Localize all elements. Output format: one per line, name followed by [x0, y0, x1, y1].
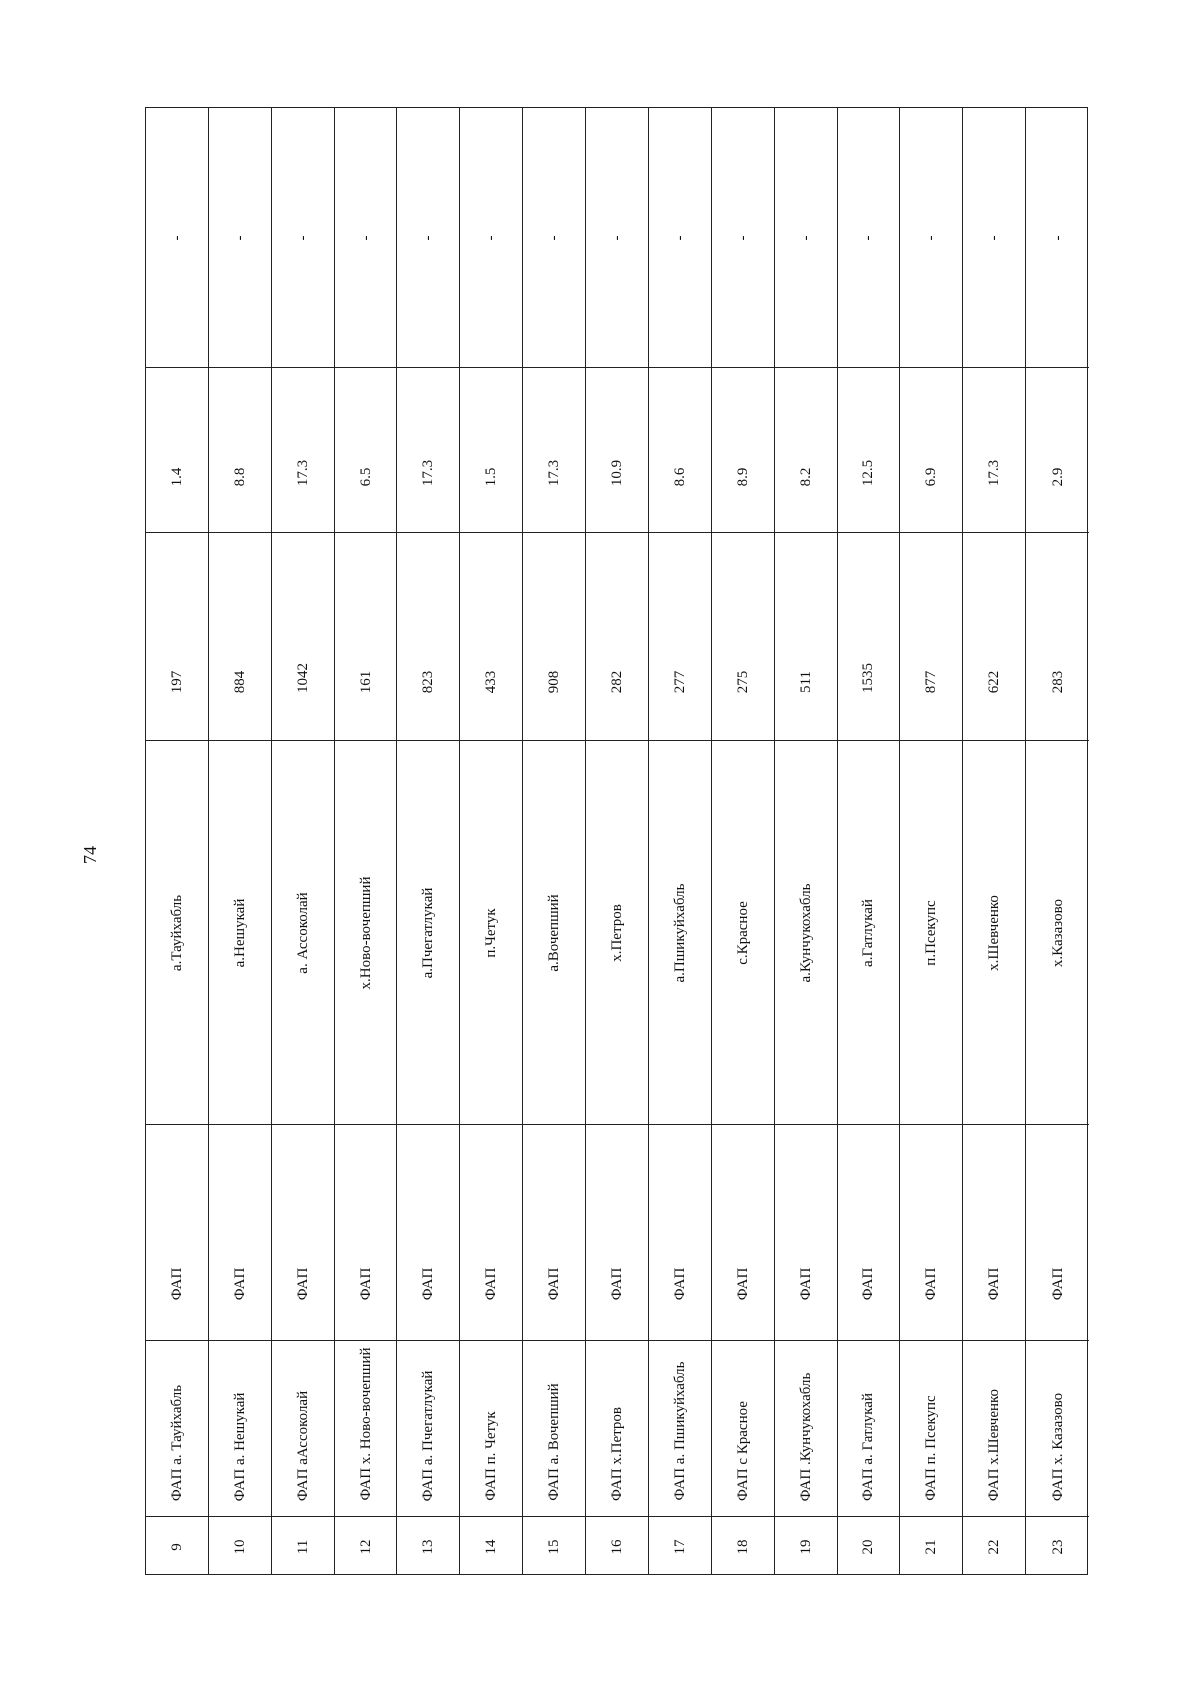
cell-note: [209, 108, 271, 368]
cell-note: [838, 108, 900, 368]
cell-note: [146, 108, 208, 368]
cell-number: [838, 1517, 900, 1576]
cell-note-text: -: [986, 235, 1003, 241]
cell-population-text: 511: [797, 671, 814, 693]
cell-population-text: 622: [986, 670, 1003, 693]
cell-distance: [1026, 368, 1089, 533]
cell-facility: [649, 1341, 711, 1517]
cell-note-text: -: [420, 235, 437, 241]
table-row: [838, 108, 901, 1574]
cell-note-text: -: [357, 235, 374, 241]
cell-settlement-text: с.Красное: [734, 901, 751, 965]
cell-settlement: [335, 741, 397, 1125]
cell-note: [460, 108, 522, 368]
cell-number: [523, 1517, 585, 1576]
cell-distance-text: 8.9: [734, 467, 751, 486]
cell-type: [335, 1125, 397, 1341]
cell-facility: [397, 1341, 459, 1517]
cell-number-text: 18: [734, 1539, 751, 1554]
cell-note-text: -: [608, 235, 625, 241]
cell-settlement-text: х.Ново-вочепший: [357, 876, 374, 990]
cell-note: [523, 108, 585, 368]
cell-type-text: ФАП: [986, 1267, 1003, 1300]
cell-note: [775, 108, 837, 368]
cell-population-text: 275: [734, 670, 751, 693]
cell-note-text: -: [797, 235, 814, 241]
cell-facility: [272, 1341, 334, 1517]
cell-population-text: 283: [1049, 670, 1066, 693]
cell-distance: [712, 368, 774, 533]
cell-settlement-text: а.Вочепший: [546, 894, 563, 972]
cell-number-text: 14: [483, 1539, 500, 1554]
cell-distance-text: 17.3: [420, 459, 437, 486]
cell-number: [963, 1517, 1025, 1576]
cell-distance: [838, 368, 900, 533]
cell-distance: [146, 368, 208, 533]
cell-number-text: 19: [797, 1539, 814, 1554]
cell-population: [712, 533, 774, 741]
cell-type-text: ФАП: [734, 1267, 751, 1300]
cell-distance-text: 8.8: [231, 467, 248, 486]
cell-facility-text: ФАП а. Тауйхабль: [168, 1384, 185, 1501]
cell-note: [712, 108, 774, 368]
cell-settlement: [523, 741, 585, 1125]
cell-settlement-text: п.Четук: [483, 908, 500, 958]
cell-settlement: [460, 741, 522, 1125]
cell-distance: [963, 368, 1025, 533]
cell-settlement-text: а. Ассоколай: [294, 892, 311, 974]
cell-facility-text: ФАП а. Нешукай: [231, 1392, 248, 1501]
cell-type: [649, 1125, 711, 1341]
cell-facility-text: ФАП аАссоколай: [294, 1390, 311, 1501]
cell-facility: [335, 1341, 397, 1517]
cell-type: [272, 1125, 334, 1341]
cell-settlement: [209, 741, 271, 1125]
cell-number: [335, 1517, 397, 1576]
table-row: [712, 108, 775, 1574]
cell-facility-text: ФАП х. Ново-вочепший: [357, 1347, 374, 1501]
cell-note: [900, 108, 962, 368]
cell-distance-text: 10.9: [608, 459, 625, 486]
cell-number-text: 11: [294, 1539, 311, 1554]
cell-facility-text: ФАП а. Пчегатлукай: [420, 1370, 437, 1501]
cell-population: [775, 533, 837, 741]
cell-facility-text: ФАП а. Вочепший: [546, 1383, 563, 1501]
cell-distance-text: 12.5: [860, 459, 877, 486]
cell-facility: [963, 1341, 1025, 1517]
cell-settlement: [649, 741, 711, 1125]
cell-type-text: ФАП: [420, 1267, 437, 1300]
cell-settlement-text: а.Пчегатлукай: [420, 887, 437, 979]
cell-settlement: [712, 741, 774, 1125]
cell-facility: [712, 1341, 774, 1517]
cell-facility: [460, 1341, 522, 1517]
cell-settlement: [1026, 741, 1089, 1125]
data-table: [145, 107, 1088, 1575]
cell-note-text: -: [294, 235, 311, 241]
cell-settlement-text: а.Нешукай: [231, 898, 248, 968]
cell-type-text: ФАП: [923, 1267, 940, 1300]
cell-number: [1026, 1517, 1089, 1576]
cell-distance-text: 8.6: [671, 467, 688, 486]
cell-type: [586, 1125, 648, 1341]
cell-type: [1026, 1125, 1089, 1341]
cell-type-text: ФАП: [168, 1267, 185, 1300]
cell-note-text: -: [671, 235, 688, 241]
cell-population: [1026, 533, 1089, 741]
cell-note: [335, 108, 397, 368]
cell-type: [460, 1125, 522, 1341]
cell-population-text: 884: [231, 670, 248, 693]
cell-settlement: [397, 741, 459, 1125]
table-row: [209, 108, 272, 1574]
cell-number-text: 15: [546, 1539, 563, 1554]
cell-facility: [1026, 1341, 1089, 1517]
cell-population-text: 282: [608, 670, 625, 693]
cell-settlement: [963, 741, 1025, 1125]
cell-population-text: 161: [357, 670, 374, 693]
cell-type-text: ФАП: [546, 1267, 563, 1300]
cell-population-text: 823: [420, 670, 437, 693]
cell-settlement: [146, 741, 208, 1125]
cell-number-text: 12: [357, 1539, 374, 1554]
cell-distance: [397, 368, 459, 533]
cell-number-text: 23: [1049, 1539, 1066, 1554]
cell-facility: [586, 1341, 648, 1517]
cell-facility-text: ФАП с Красное: [734, 1401, 751, 1501]
cell-type: [523, 1125, 585, 1341]
cell-population-text: 1535: [860, 663, 877, 693]
cell-number: [146, 1517, 208, 1576]
cell-population: [397, 533, 459, 741]
cell-facility-text: ФАП а. Гатлукай: [860, 1393, 877, 1501]
cell-number: [397, 1517, 459, 1576]
cell-facility: [775, 1341, 837, 1517]
cell-number-text: 13: [420, 1539, 437, 1554]
table-row: [775, 108, 838, 1574]
cell-note-text: -: [483, 235, 500, 241]
cell-settlement: [900, 741, 962, 1125]
cell-settlement: [272, 741, 334, 1125]
cell-settlement-text: х.Шевченко: [986, 895, 1003, 971]
cell-number-text: 10: [231, 1539, 248, 1554]
cell-distance: [460, 368, 522, 533]
cell-note: [397, 108, 459, 368]
cell-type-text: ФАП: [1049, 1267, 1066, 1300]
cell-type-text: ФАП: [671, 1267, 688, 1300]
cell-settlement: [775, 741, 837, 1125]
cell-settlement-text: п.Псекупс: [923, 900, 940, 966]
cell-facility-text: ФАП х.Петров: [608, 1407, 625, 1501]
cell-population-text: 433: [483, 670, 500, 693]
table-row: [146, 108, 209, 1574]
cell-settlement-text: х.Казазово: [1049, 898, 1066, 968]
cell-facility: [523, 1341, 585, 1517]
cell-number: [712, 1517, 774, 1576]
cell-type: [775, 1125, 837, 1341]
cell-number: [775, 1517, 837, 1576]
cell-number-text: 22: [986, 1539, 1003, 1554]
cell-population-text: 197: [168, 670, 185, 693]
cell-settlement: [586, 741, 648, 1125]
cell-settlement-text: х.Петров: [608, 904, 625, 962]
cell-type-text: ФАП: [231, 1267, 248, 1300]
cell-distance-text: 6.5: [357, 467, 374, 486]
page-number: 74: [80, 846, 100, 864]
cell-distance-text: 1.4: [168, 467, 185, 486]
cell-number: [272, 1517, 334, 1576]
cell-distance: [335, 368, 397, 533]
table-row: [460, 108, 523, 1574]
table-row: [1026, 108, 1089, 1574]
cell-note-text: -: [546, 235, 563, 241]
cell-note: [272, 108, 334, 368]
cell-population: [523, 533, 585, 741]
cell-population: [900, 533, 962, 741]
cell-population-text: 908: [546, 670, 563, 693]
cell-number-text: 21: [923, 1539, 940, 1554]
cell-number: [460, 1517, 522, 1576]
cell-population: [460, 533, 522, 741]
cell-type: [900, 1125, 962, 1341]
cell-distance-text: 17.3: [986, 459, 1003, 486]
cell-distance: [272, 368, 334, 533]
table-row: [963, 108, 1026, 1574]
cell-population: [963, 533, 1025, 741]
cell-distance: [209, 368, 271, 533]
cell-facility-text: ФАП .Кунчукохабль: [797, 1372, 814, 1501]
cell-population: [272, 533, 334, 741]
cell-distance: [523, 368, 585, 533]
cell-facility-text: ФАП а. Пшикуйхабль: [671, 1361, 688, 1501]
cell-facility: [838, 1341, 900, 1517]
cell-type: [209, 1125, 271, 1341]
cell-number-text: 20: [860, 1539, 877, 1554]
cell-number: [900, 1517, 962, 1576]
cell-type: [146, 1125, 208, 1341]
table-row: [272, 108, 335, 1574]
cell-type-text: ФАП: [860, 1267, 877, 1300]
table-row: [397, 108, 460, 1574]
cell-note: [586, 108, 648, 368]
cell-settlement-text: а.Кунчукохабль: [797, 883, 814, 983]
cell-distance-text: 1.5: [483, 467, 500, 486]
cell-population: [838, 533, 900, 741]
cell-number-text: 16: [608, 1539, 625, 1554]
cell-note-text: -: [734, 235, 751, 241]
cell-facility-text: ФАП х.Шевченко: [986, 1388, 1003, 1501]
cell-distance: [900, 368, 962, 533]
cell-note-text: -: [231, 235, 248, 241]
cell-facility: [146, 1341, 208, 1517]
cell-settlement-text: а.Пшикуйхабль: [671, 883, 688, 983]
cell-number-text: 9: [168, 1542, 185, 1551]
cell-note-text: -: [1049, 235, 1066, 241]
cell-type: [838, 1125, 900, 1341]
cell-note: [1026, 108, 1089, 368]
cell-population: [335, 533, 397, 741]
cell-number: [586, 1517, 648, 1576]
cell-distance-text: 8.2: [797, 467, 814, 486]
cell-population: [649, 533, 711, 741]
cell-settlement-text: а.Тауйхабль: [168, 894, 185, 972]
table-row: [900, 108, 963, 1574]
cell-population-text: 877: [923, 670, 940, 693]
cell-note-text: -: [923, 235, 940, 241]
cell-type-text: ФАП: [294, 1267, 311, 1300]
cell-distance: [775, 368, 837, 533]
cell-number: [209, 1517, 271, 1576]
cell-population: [209, 533, 271, 741]
cell-distance-text: 2.9: [1049, 467, 1066, 486]
cell-facility-text: ФАП п. Четук: [483, 1411, 500, 1501]
cell-number-text: 17: [671, 1539, 688, 1554]
cell-type: [963, 1125, 1025, 1341]
cell-type-text: ФАП: [608, 1267, 625, 1300]
cell-facility: [209, 1341, 271, 1517]
cell-type: [712, 1125, 774, 1341]
cell-distance-text: 17.3: [294, 459, 311, 486]
cell-distance: [586, 368, 648, 533]
cell-settlement-text: а.Гатлукай: [860, 899, 877, 967]
cell-type-text: ФАП: [483, 1267, 500, 1300]
cell-distance-text: 17.3: [546, 459, 563, 486]
cell-note: [963, 108, 1025, 368]
cell-distance: [649, 368, 711, 533]
cell-type-text: ФАП: [797, 1267, 814, 1300]
cell-facility-text: ФАП п. Псекупс: [923, 1395, 940, 1501]
cell-type-text: ФАП: [357, 1267, 374, 1300]
cell-facility-text: ФАП х. Казазово: [1049, 1392, 1066, 1501]
cell-facility: [900, 1341, 962, 1517]
cell-population: [146, 533, 208, 741]
table-row: [335, 108, 398, 1574]
cell-type: [397, 1125, 459, 1341]
cell-settlement: [838, 741, 900, 1125]
table-row: [523, 108, 586, 1574]
table-row: [649, 108, 712, 1574]
cell-number: [649, 1517, 711, 1576]
cell-distance-text: 6.9: [923, 467, 940, 486]
cell-population-text: 1042: [294, 663, 311, 693]
cell-note-text: -: [168, 235, 185, 241]
cell-population: [586, 533, 648, 741]
cell-note: [649, 108, 711, 368]
table-row: [586, 108, 649, 1574]
cell-note-text: -: [860, 235, 877, 241]
cell-population-text: 277: [671, 670, 688, 693]
